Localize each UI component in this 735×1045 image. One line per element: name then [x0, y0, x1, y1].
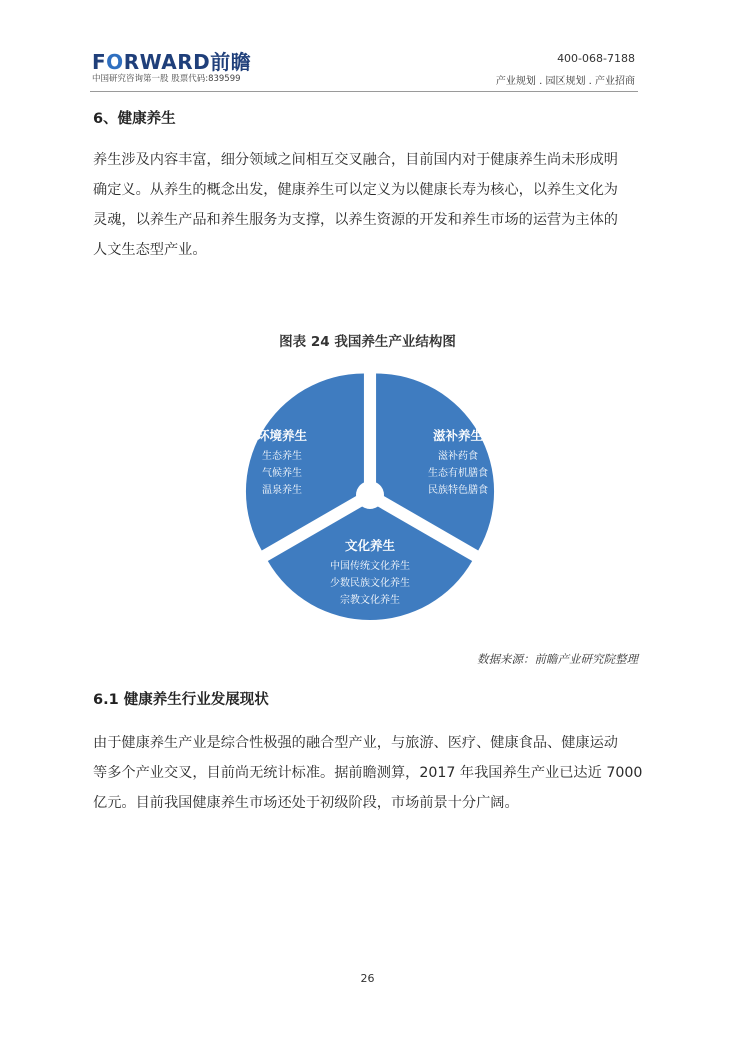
segment-item: 宗教文化养生: [340, 595, 400, 606]
segment-item: 气候养生: [262, 468, 302, 479]
segment-item: 生态养生: [262, 451, 302, 462]
figure-title: 图表 24 我国养生产业结构图: [279, 334, 456, 350]
contact-phone: 400-068-7188: [557, 52, 635, 65]
paragraph-line: 等多个产业交叉，目前尚无统计标准。据前瞻测算，2017 年我国养生产业已达近 7000: [93, 765, 643, 781]
segment-item: 少数民族文化养生: [330, 578, 410, 589]
segment-title: 环境养生: [256, 428, 308, 443]
header-divider: [90, 91, 638, 92]
segment-item: 滋补药食: [438, 451, 478, 462]
segment-title: 文化养生: [344, 538, 396, 553]
page-number: 26: [360, 972, 375, 985]
paragraph-line: 灵魂，以养生产品和养生服务为支撑，以养生资源的开发和养生市场的运营为主体的: [93, 212, 618, 228]
paragraph-line: 养生涉及内容丰富，细分领域之间相互交叉融合，目前国内对于健康养生尚未形成明: [93, 152, 618, 168]
forward-logo: FORWARD前瞻: [92, 50, 252, 74]
section-heading-6: 6、健康养生: [93, 111, 176, 127]
paragraph-line: 由于健康养生产业是综合性极强的融合型产业，与旅游、医疗、健康食品、健康运动: [93, 735, 618, 751]
segment-item: 民族特色膳食: [428, 485, 488, 496]
paragraph-line: 确定义。从养生的概念出发，健康养生可以定义为以健康长寿为核心，以养生文化为: [93, 182, 618, 198]
paragraph-line: 人文生态型产业。: [93, 242, 207, 258]
section-6-paragraph: [93, 145, 643, 265]
logo-o-mark: O: [106, 50, 124, 74]
health-industry-structure-diagram: [200, 360, 540, 630]
services-list: 产业规划 . 园区规划 . 产业招商: [495, 76, 635, 87]
company-tagline: 中国研究咨询第一股 股票代码:839599: [92, 74, 241, 84]
segment-item: 温泉养生: [262, 485, 302, 496]
page-header: [0, 0, 735, 96]
segment-item: 生态有机膳食: [428, 468, 488, 479]
diagram-hub: [356, 481, 384, 509]
segment-item: 中国传统文化养生: [330, 561, 410, 572]
figure-source: 数据来源：前瞻产业研究院整理: [477, 652, 638, 666]
section-6-1-paragraph: [93, 728, 643, 818]
section-heading-6-1: 6.1 健康养生行业发展现状: [93, 692, 269, 708]
segment-title: 滋补养生: [432, 428, 484, 443]
paragraph-line: 亿元。目前我国健康养生市场还处于初级阶段，市场前景十分广阔。: [93, 795, 519, 811]
